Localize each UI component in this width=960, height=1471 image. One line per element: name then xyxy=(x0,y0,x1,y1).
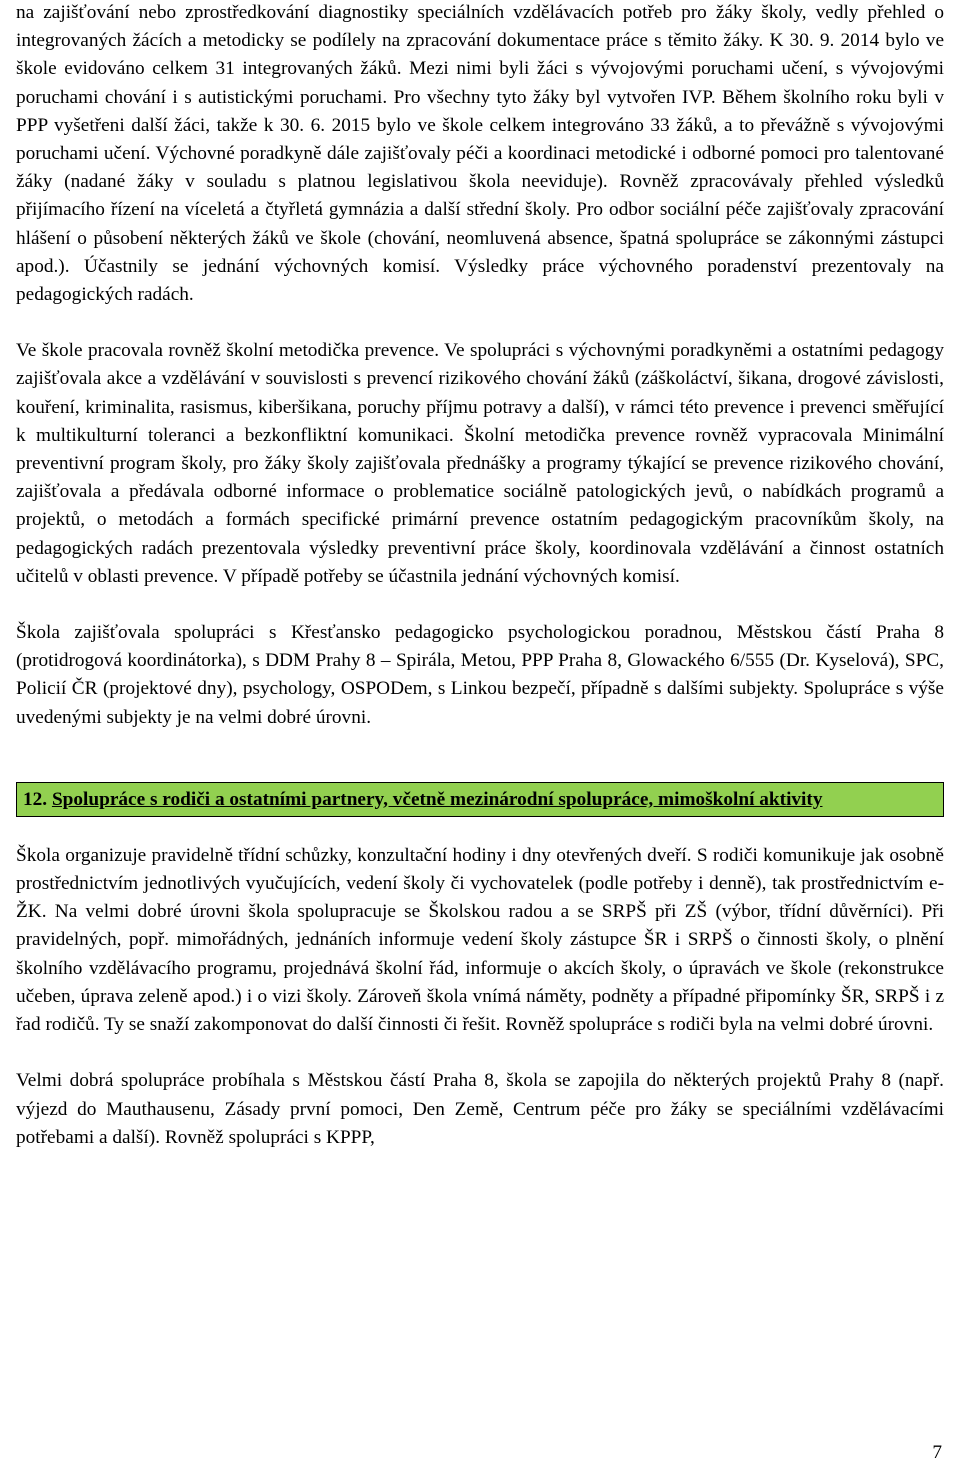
document-page xyxy=(16,0,944,1152)
paragraph-external-cooperation: Škola zajišťovala spolupráci s Křesťansko pedagogicko psychologickou poradnou, Městskou částí Praha 8 (protidrogová koordinátorka), s DDM Prahy 8 – Spirála, Metou, PPP Praha 8, Glowackého 6/555 (Dr. Kyselová), SPC, Policií ČR (projektové dny), psychology, OSPODem, s Linkou bezpečí, případně s dalšími subjekty. Spolupráce s výše uvedenými subjekty je na velmi dobré úrovni. xyxy=(16,622,944,728)
section-title: Spolupráce s rodiči a ostatními partnery, včetně mezinárodní spolupráce, mimoškolní aktivity xyxy=(51,788,823,810)
paragraph-counseling-integration: na zajišťování nebo zprostředkování diagnostiky speciálních vzdělávacích potřeb pro žáky školy, vedly přehled o integrovaných žácích a metodicky se podílely na zpracování dokumentace práce s těmito žáky. K 30. 9. 2014 bylo ve škole evidováno celkem 31 integrovaných žáků. Mezi nimi byli žáci s vývojovými poruchami učení, s vývojovými poruchami chování i s autistickými poruchami. Pro všechny tyto žáky byl vytvořen IVP. Během školního roku byli v PPP vyšetřeni další žáci, takže k 30. 6. 2015 bylo ve škole celkem integrováno 33 žáků, a to převážně s vývojovými poruchami učení. Výchovné poradkyně dále zajišťovaly péči a koordinaci metodické i odborné pomoci pro talentované žáky (nadané žáky v souladu s platnou legislativou škola neeviduje). Rovněž zpracovávaly přehled výsledků přijímacího řízení na víceletá a čtyřletá gymnázia a další střední školy. Pro odbor sociální péče zajišťovaly zpracování hlášení o působení některých žáků ve škole (chování, neomluvená absence, špatná spolupráce se zákonnými zástupci apod.). Účastnily se jednání výchovných komisí. Výsledky práce výchovného poradenství prezentovaly na pedagogických radách. xyxy=(16,2,944,306)
paragraph-district-cooperation: Velmi dobrá spolupráce probíhala s Městskou částí Praha 8, škola se zapojila do některých projektů Prahy 8 (např. výjezd do Mauthausenu, Zásady první pomoci, Den Země, Centrum péče pro žáky se speciálními vzdělávacími potřebami a další). Rovněž spolupráci s KPPP, xyxy=(16,1070,944,1148)
page-number: 7 xyxy=(932,1442,942,1463)
paragraph-parent-cooperation: Škola organizuje pravidelně třídní schůzky, konzultační hodiny i dny otevřených dveří. S rodiči komunikuje jak osobně prostřednictvím jednotlivých vyučujících, vedení školy či vychovatelek (podle potřeby i denně), tak prostřednictvím e-ŽK. Na velmi dobré úrovni škola spolupracuje se Školskou radou a se SRPŠ při ZŠ (výbor, třídní důvěrníci). Při pravidelných, popř. mimořádných, jednáních informuje vedení školy zástupce ŠR i SRPŠ o činnosti školy, o plnění školního vzdělávacího programu, projednává školní řád, informuje o akcích školy, o úpravách ve škole (rekonstrukce učeben, úprava zeleně apod.) i o vizi školy. Zároveň škola vnímá náměty, podněty a případné připomínky ŠR, SRPŠ i z řad rodičů. Ty se snaží zakomponovat do další činnosti či řešit. Rovněž spolupráce s rodiči byla na velmi dobré úrovni. xyxy=(16,844,944,1036)
section-heading-12 xyxy=(16,782,944,817)
paragraph-prevention-methodologist: Ve škole pracovala rovněž školní metodička prevence. Ve spolupráci s výchovnými poradkyněmi a ostatními pedagogy zajišťovala akce a vzdělávání v souvislosti s prevencí rizikového chování žáků (záškoláctví, šikana, drogové závislosti, kouření, kriminalita, rasismus, kiberšikana, poruchy příjmu potravy a další), v rámci této prevence i prevenci směřující k multikulturní toleranci a bezkonfliktní komunikaci. Školní metodička prevence rovněž vypracovala Minimální preventivní program školy, pro žáky školy zajišťovala přednášky a programy týkající se prevence rizikového chování, zajišťovala a předávala odborné informace o problematice sociálně patologických jevů, o nabídkách programů a projektů, o metodách a formách specifické primární prevence ostatním pedagogickým pracovníkům školy, na pedagogických radách prezentovala výsledky preventivní práce školy, koordinovala vzdělávání a činnost ostatních učitelů v oblasti prevence. V případě potřeby se účastnila jednání výchovných komisí. xyxy=(16,340,944,587)
section-number: 12. xyxy=(23,788,48,810)
